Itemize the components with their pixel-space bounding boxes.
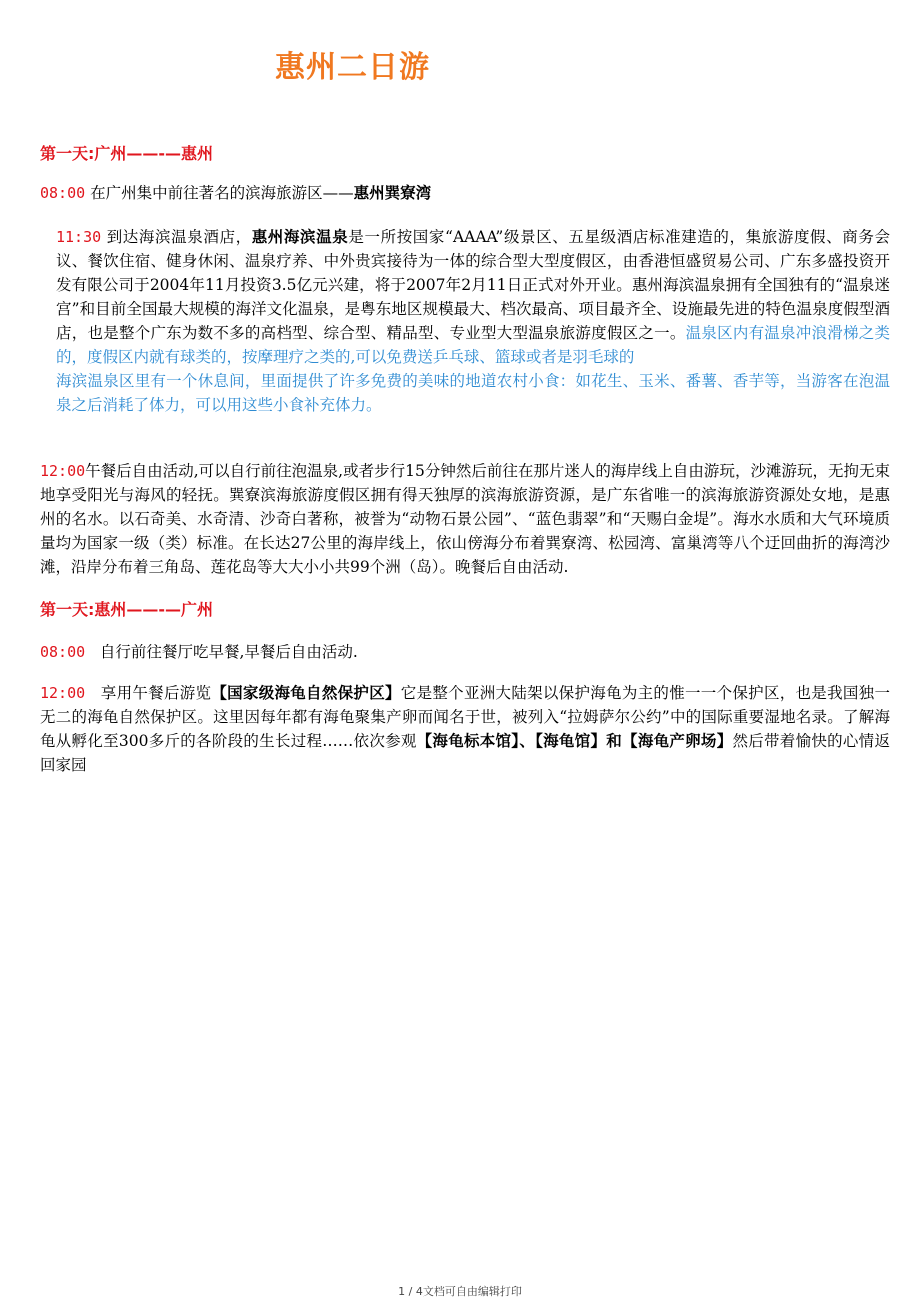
attraction-name: 【海龟标本馆】 [416,732,520,750]
paragraph-text: 享用午餐后游览 [85,684,212,702]
day-two-paragraph-1200 [40,681,890,777]
highlight-text: 温泉区内有温泉冲浪滑梯之类的，度假区内就有球类的，按摩理疗之类的,可以免费送乒乓球、篮球或者是羽毛球的 [56,324,890,366]
highlight-text: 海滨温泉区里有一个休息间，里面提供了许多免费的美味的地道农村小食：如花生、玉米、番薯、香芋等，当游客在泡温泉之后消耗了体力，可以用这些小食补充体力。 [56,372,890,414]
day-two-paragraph-0800 [40,640,890,664]
paragraph-text: 然后带着愉快的心情返回家园 [40,732,890,774]
attraction-name: 【海龟馆】 [535,732,607,750]
paragraph-text: 自行前往餐厅吃早餐,早餐后自由活动. [85,643,358,661]
time-label: 08:00 [40,643,86,661]
paragraph-text: 午餐后自由活动,可以自行前往泡温泉,或者步行15分钟然后前往在那片迷人的海岸线上自由游玩，沙滩游玩，无拘无束地享受阳光与海风的轻抚。巽寮滨海旅游度假区拥有得天独厚的滨海旅游资源，是广东省唯一的滨海旅游资源处女地，是惠州的名水。以石奇美、水奇清、沙奇白著称，被誉为“动物石景公园”、“蓝色翡翠”和“天赐白金堤”。海水水质和大气环境质量均为国家一级（类）标准。在长达27公里的海岸线上，依山傍海分布着巽寮湾、松园湾、富巢湾等八个迂回曲折的海湾沙滩，沿岸分布着三角岛、莲花岛等大大小小共99个洲（岛）。晚餐后自由活动. [40,462,890,576]
day-two-heading: 第一天:惠州——-—广州 [40,600,214,619]
time-label: 12:00 [40,462,86,480]
time-label: 12:00 [40,684,86,702]
hotel-name: 惠州海滨温泉 [251,228,349,246]
destination-name: 惠州巽寮湾 [353,184,432,202]
day-one-paragraph-0800 [40,181,880,205]
page-title: 惠州二日游 [275,50,430,85]
attraction-name: 【海龟产卵场】 [622,732,733,750]
day-one-paragraph-1200 [40,459,890,579]
day-one-heading: 第一天:广州——-—惠州 [40,144,214,163]
page-footer: 1 / 4文档可自由编辑打印 [398,1285,522,1298]
paragraph-text: 是一所按国家“AAAA”级景区、五星级酒店标准建造的，集旅游度假、商务会议、餐饮住宿、健身休闲、温泉疗养、中外贵宾接待为一体的综合型大型度假区，由香港恒盛贸易公司、广东多盛投资开发有限公司于2004年11月投资3.5亿元兴建，将于2007年2月11日正式对外开业。惠州海滨温泉拥有全国独有的“温泉迷宫”和目前全国最大规模的海洋文化温泉，是粤东地区规模最大、档次最高、项目最齐全、设施最先进的特色温泉度假型酒店，也是整个广东为数不多的高档型、综合型、精品型、专业型大型温泉旅游度假区之一。 [56,228,890,342]
attraction-name: 【国家级海龟自然保护区】 [211,684,401,702]
conjunction-text: 和 [606,732,623,750]
paragraph-text: 它是整个亚洲大陆架以保护海龟为主的惟一一个保护区，也是我国独一无二的海龟自然保护区。这里因每年都有海龟聚集产卵而闻名于世，被列入“拉姆萨尔公约”中的国际重要湿地名录。了解海龟从孵化至300多斤的各阶段的生长过程……依次参观 [40,684,890,750]
time-label: 11:30 [56,228,102,246]
paragraph-text: 在广州集中前往著名的滨海旅游区—— [85,184,354,202]
paragraph-text: 到达海滨温泉酒店， [101,228,252,246]
separator-text: 、 [519,732,536,750]
day-one-paragraph-1130 [56,225,890,417]
time-label: 08:00 [40,184,86,202]
